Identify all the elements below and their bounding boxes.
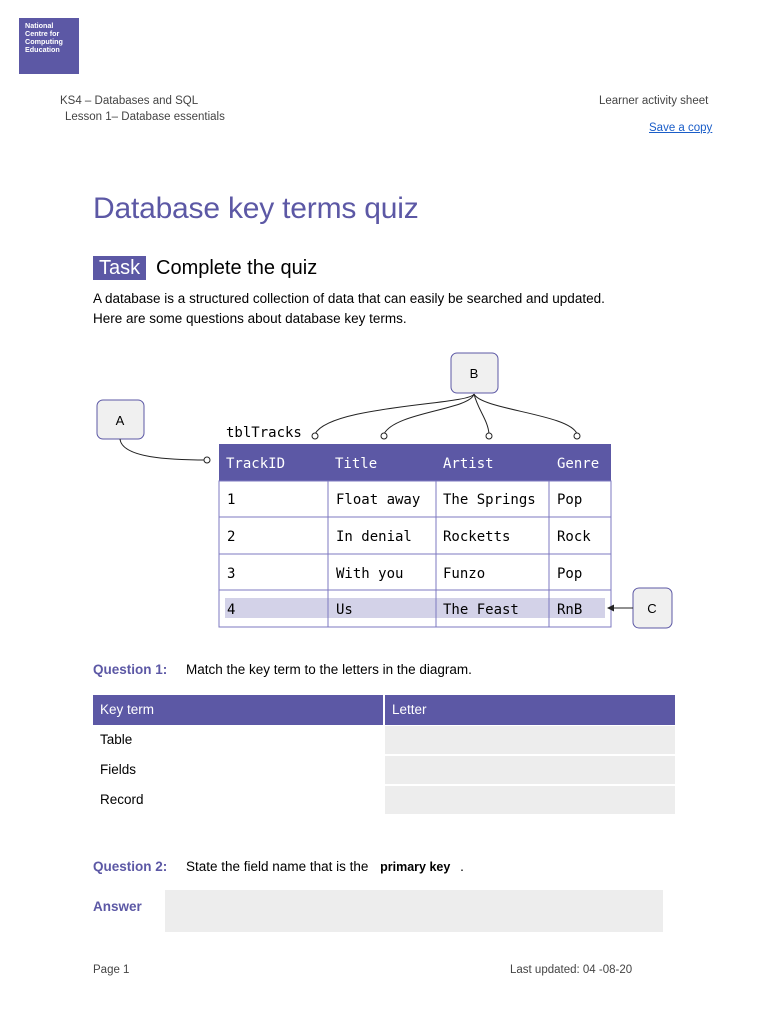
column-header: Title bbox=[335, 456, 378, 472]
arrow-b-end bbox=[486, 433, 492, 439]
table-cell: 1 bbox=[227, 492, 236, 508]
label-c: C bbox=[647, 601, 657, 616]
logo-line: Computing bbox=[25, 37, 63, 46]
save-copy-link[interactable]: Save a copy bbox=[649, 122, 713, 134]
table-name: tblTracks bbox=[226, 425, 302, 441]
keyterm-fields: Fields bbox=[100, 762, 137, 777]
column-header: TrackID bbox=[226, 456, 286, 472]
ncce-logo bbox=[19, 18, 79, 74]
intro-line: Here are some questions about database key terms. bbox=[93, 311, 407, 326]
table-cell: 3 bbox=[227, 566, 236, 582]
logo-line: Centre for bbox=[25, 29, 60, 38]
page-title: Database key terms quiz bbox=[93, 192, 419, 225]
arrow-b-end bbox=[312, 433, 318, 439]
last-updated: Last updated: 04 -08-20 bbox=[510, 964, 633, 976]
table-cell: The Feast bbox=[443, 602, 519, 618]
arrows-b bbox=[315, 394, 577, 434]
arrow-b-end bbox=[381, 433, 387, 439]
keyterm-header: Key term bbox=[93, 695, 383, 725]
letter-header: Letter bbox=[385, 695, 675, 725]
question1-label: Question 1: bbox=[93, 662, 168, 677]
answer-record-letter[interactable] bbox=[385, 786, 675, 814]
label-b: B bbox=[469, 366, 479, 381]
answer-table-letter[interactable] bbox=[385, 726, 675, 754]
keyterm-record: Record bbox=[100, 792, 144, 807]
column-header: Artist bbox=[443, 456, 494, 472]
database-diagram bbox=[0, 340, 768, 640]
task-badge: Task bbox=[93, 256, 146, 280]
lesson-title: Lesson 1– Database essentials bbox=[65, 111, 225, 123]
sheet-type: Learner activity sheet bbox=[599, 95, 709, 107]
table-cell: With you bbox=[336, 566, 404, 582]
table-cell: Float away bbox=[336, 492, 421, 508]
question2-text bbox=[186, 859, 464, 874]
logo-line: Education bbox=[25, 45, 60, 54]
table-cell: Pop bbox=[557, 492, 583, 508]
table-cell: 4 bbox=[227, 602, 236, 618]
table-cell: Rocketts bbox=[443, 529, 511, 545]
arrow-a bbox=[120, 439, 207, 460]
table-cell: Us bbox=[336, 602, 353, 618]
table-cell: Rock bbox=[557, 529, 591, 545]
column-header: Genre bbox=[557, 456, 600, 472]
course-title: KS4 – Databases and SQL bbox=[60, 95, 199, 107]
table-cell: 2 bbox=[227, 529, 236, 545]
keyterm-table: Table bbox=[100, 732, 133, 747]
question2-end: . bbox=[460, 859, 464, 874]
logo-line: National bbox=[25, 21, 54, 30]
intro-text bbox=[93, 289, 673, 329]
page-number: Page 1 bbox=[93, 964, 130, 976]
label-a: A bbox=[115, 413, 125, 428]
arrow-b-end bbox=[574, 433, 580, 439]
table-cell: Pop bbox=[557, 566, 583, 582]
question1-text: Match the key term to the letters in the diagram. bbox=[186, 662, 472, 677]
table-cell: Funzo bbox=[443, 566, 486, 582]
highlighted-record bbox=[225, 598, 605, 618]
table-cell: In denial bbox=[336, 529, 412, 545]
question2-prompt: State the field name that is the bbox=[186, 859, 369, 874]
intro-line: A database is a structured collection of data that can easily be searched and updated. bbox=[93, 291, 605, 306]
table-cell: RnB bbox=[557, 602, 583, 618]
primary-key-term: primary key bbox=[380, 860, 451, 874]
table-cell: The Springs bbox=[443, 492, 536, 508]
task-text: Complete the quiz bbox=[156, 257, 318, 279]
question2-label: Question 2: bbox=[93, 859, 168, 874]
answer-label: Answer bbox=[93, 899, 142, 914]
answer-input-box[interactable] bbox=[165, 890, 663, 932]
arrow-a-end bbox=[204, 457, 210, 463]
answer-fields-letter[interactable] bbox=[385, 756, 675, 784]
